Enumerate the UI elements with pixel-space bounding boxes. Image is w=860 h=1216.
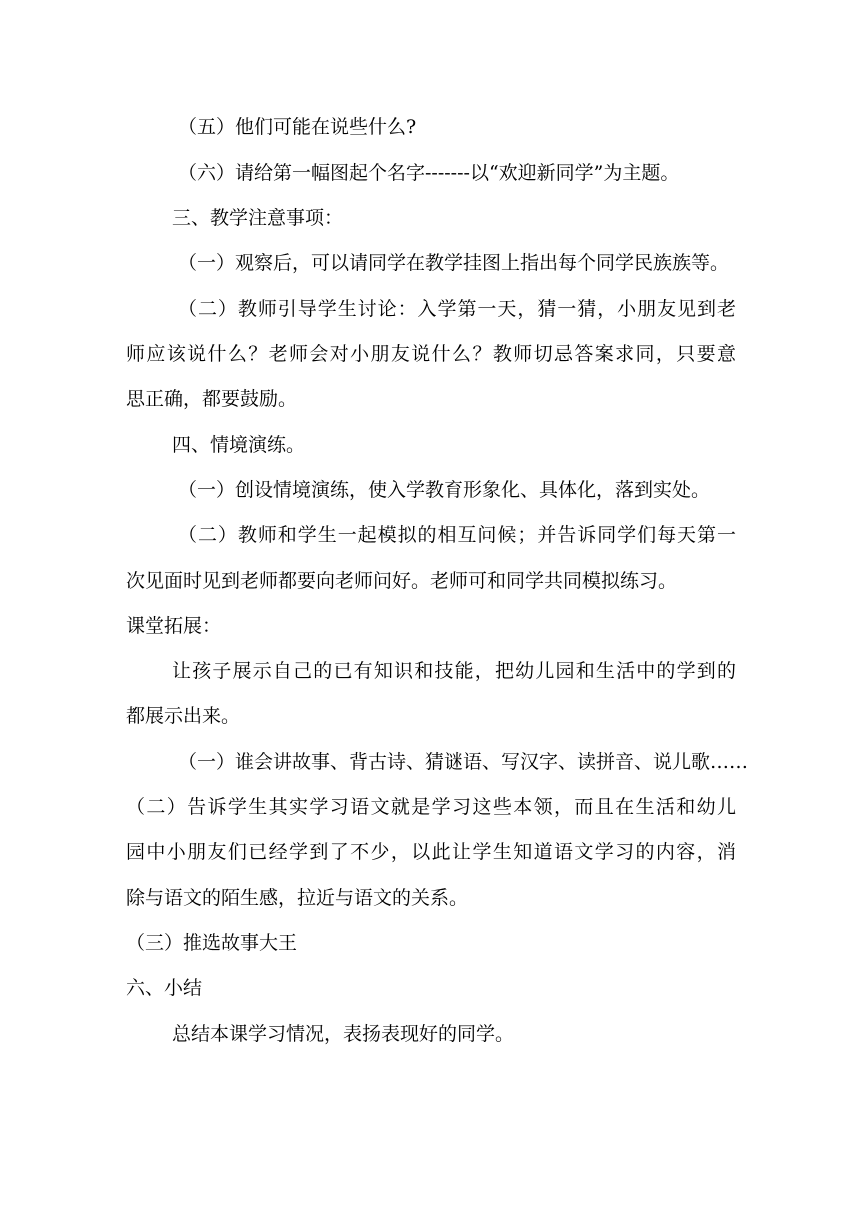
section-heading-6: 六、小结 [126,977,203,999]
paragraph-line-13: 让孩子展示自己的已有知识和技能，把幼儿园和生活中的学到的 [172,660,736,682]
section-heading-4: 四、情境演练。 [172,434,306,456]
paragraph-line-10: （二）教师和学生一起模拟的相互问候；并告诉同学们每天第一 [178,524,736,546]
paragraph-line-21: 总结本课学习情况，表扬表现好的同学。 [172,1023,515,1045]
paragraph-line-11: 次见面时见到老师都要向老师问好。老师可和同学共同模拟练习。 [126,570,678,592]
paragraph-line-19: （三）推选故事大王 [126,932,298,954]
paragraph-line-6: 师应该说什么？老师会对小朋友说什么？教师切忌答案求同，只要意 [126,343,736,365]
section-heading-3: 三、教学注意事项： [172,207,344,229]
paragraph-line-16: （二）告诉学生其实学习语文就是学习这些本领，而且在生活和幼儿 [126,796,736,818]
paragraph-line-15: （一）谁会讲故事、背古诗、猜谜语、写汉字、读拼音、说儿歌…… [178,751,749,773]
paragraph-line-9: （一）创设情境演练，使入学教育形象化、具体化，落到实处。 [178,479,711,501]
paragraph-line-14: 都展示出来。 [126,705,241,727]
paragraph-line-17: 园中小朋友们已经学到了不少，以此让学生知道语文学习的内容，消 [126,841,736,863]
section-heading-extension: 课堂拓展： [126,615,222,637]
paragraph-line-4: （一）观察后，可以请同学在教学挂图上指出每个同学民族族等。 [178,252,730,274]
paragraph-line-18: 除与语文的陌生感，拉近与语文的关系。 [126,887,469,909]
paragraph-line-5: （二）教师引导学生讨论：入学第一天，猜一猜，小朋友见到老 [178,298,736,320]
paragraph-line-1: （五）他们可能在说些什么? [178,116,417,138]
paragraph-line-7: 思正确，都要鼓励。 [126,388,298,410]
paragraph-line-2: （六）请给第一幅图起个名字-------以“欢迎新同学”为主题。 [178,162,680,184]
